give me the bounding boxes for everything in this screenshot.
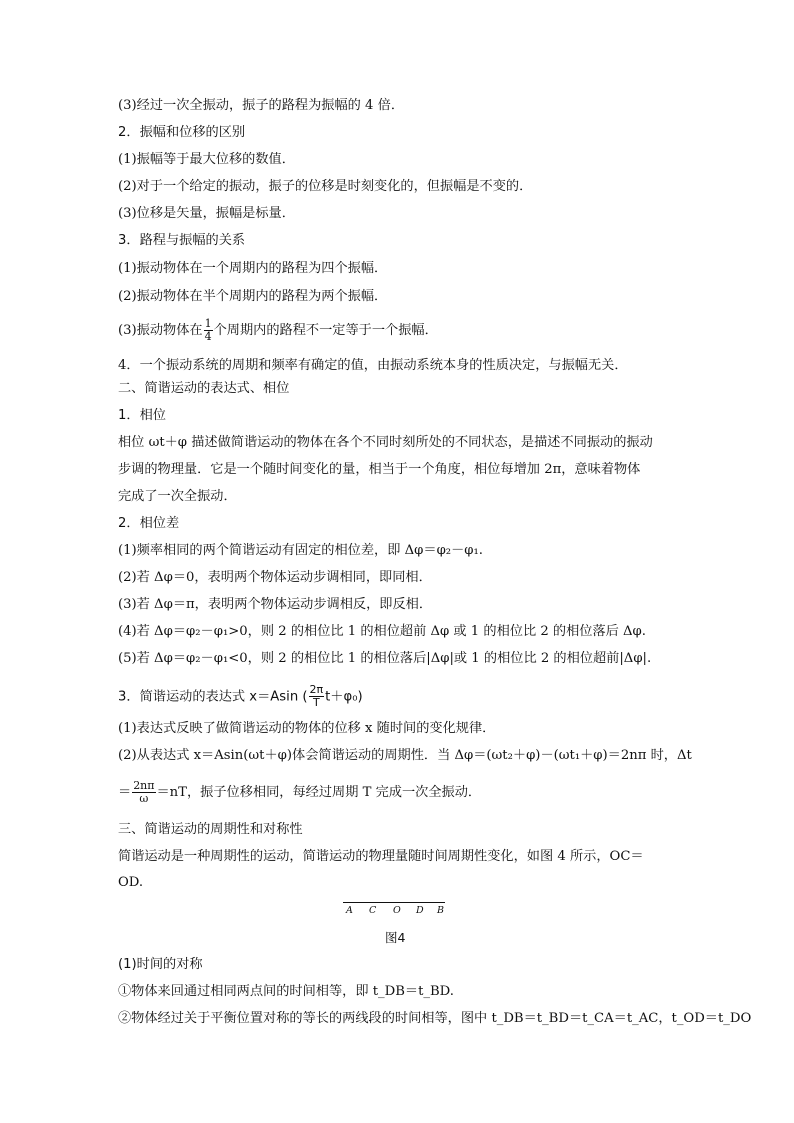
fraction-two-pi-over-t	[309, 684, 325, 709]
text-segment: ＝	[118, 785, 132, 800]
point-label-b: B	[437, 905, 444, 916]
text-line: (1)振幅等于最大位移的数值．	[118, 152, 295, 167]
text-line: (1)频率相同的两个简谐运动有固定的相位差，即 Δφ＝φ₂－φ₁.	[118, 543, 483, 558]
point-label-a: A	[346, 905, 353, 916]
section-heading: 三、简谐运动的周期性和对称性	[118, 822, 303, 837]
section-heading: 2．相位差	[118, 516, 180, 531]
text-segment: 个周期内的路程不一定等于一个振幅．	[213, 323, 438, 338]
fraction-numerator: 2π	[309, 683, 324, 696]
text-line: (2)从表达式 x＝Asin(ωt＋φ)体会简谐运动的周期性．当 Δφ＝(ωt₂＋φ)－(ωt₁＋φ)＝2nπ 时，Δt	[118, 748, 692, 763]
section-heading: 3．路程与振幅的关系	[118, 233, 246, 248]
text-line: (3)位移是矢量，振幅是标量．	[118, 206, 295, 221]
fraction-one-quarter	[204, 318, 213, 343]
fraction-numerator: 1	[204, 317, 212, 330]
text-line: (2)若 Δφ＝0，表明两个物体运动步调相同，即同相．	[118, 570, 432, 585]
text-segment: 3．简谐运动的表达式 x＝Asin (	[118, 689, 308, 705]
text-line: OD.	[118, 875, 144, 890]
fraction-denominator: 4	[204, 330, 212, 343]
point-label-d: D	[416, 905, 424, 916]
text-line: (1)振动物体在一个周期内的路程为四个振幅．	[118, 261, 388, 276]
text-segment: (3)振动物体在	[118, 323, 203, 338]
fraction-denominator: T	[312, 696, 320, 709]
text-segment: t＋φ₀)	[325, 689, 363, 705]
text-line: 步调的物理量．它是一个随时间变化的量，相当于一个角度，相位每增加 2π，意味着物体	[118, 462, 641, 477]
section-heading: 2．振幅和位移的区别	[118, 125, 246, 140]
text-line: 完成了一次全振动．	[118, 489, 237, 504]
text-line: (5)若 Δφ＝φ₂－φ₁<0，则 2 的相位比 1 的相位落后|Δφ|或 1 的相位比 2 的相位超前|Δφ|.	[118, 651, 652, 666]
fraction-numerator: 2nπ	[133, 779, 155, 792]
text-line: (1)表达式反映了做简谐运动的物体的位移 x 随时间的变化规律．	[118, 721, 496, 736]
text-line: 相位 ωt＋φ 描述做简谐运动的物体在各个不同时刻所处的不同状态，是描述不同振动的振动	[118, 435, 653, 450]
text-line-with-fraction	[118, 780, 481, 805]
point-label-o: O	[393, 905, 401, 916]
text-line: (2)振动物体在半个周期内的路程为两个振幅．	[118, 289, 388, 304]
expression-heading	[118, 684, 363, 709]
text-line: 4．一个振动系统的周期和频率有确定的值，由振动系统本身的性质决定，与振幅无关．	[118, 358, 628, 373]
text-line: ②物体经过关于平衡位置对称的等长的两线段的时间相等，图中 t_DB＝t_BD＝t_CA＝t_AC，t_OD＝t_DO	[118, 1011, 752, 1026]
section-heading: (1)时间的对称	[118, 957, 203, 972]
text-line: (3)若 Δφ＝π，表明两个物体运动步调相反，即反相．	[118, 597, 433, 612]
axis-line	[343, 902, 445, 903]
text-line: ①物体来回通过相同两点间的时间相等，即 t_DB＝t_BD.	[118, 984, 454, 999]
section-heading: 1．相位	[118, 408, 166, 423]
fraction-2npi-over-omega	[132, 780, 155, 805]
text-line: (3)经过一次全振动，振子的路程为振幅的 4 倍．	[118, 98, 405, 113]
point-label-c: C	[369, 905, 377, 916]
text-line: (2)对于一个给定的振动，振子的位移是时刻变化的，但振幅是不变的．	[118, 179, 533, 194]
figure-caption: 图4	[385, 930, 406, 945]
section-heading: 二、简谐运动的表达式、相位	[118, 381, 290, 396]
text-line: (4)若 Δφ＝φ₂－φ₁>0，则 2 的相位比 1 的相位超前 Δφ 或 1 的相位比 2 的相位落后 Δφ.	[118, 624, 646, 639]
fraction-denominator: ω	[139, 792, 149, 805]
text-line: 简谐运动是一种周期性的运动，简谐运动的物理量随时间周期性变化，如图 4 所示，OC＝	[118, 849, 644, 864]
text-segment: ＝nT，振子位移相同，每经过周期 T 完成一次全振动．	[156, 785, 482, 800]
text-line-with-fraction	[118, 318, 438, 343]
